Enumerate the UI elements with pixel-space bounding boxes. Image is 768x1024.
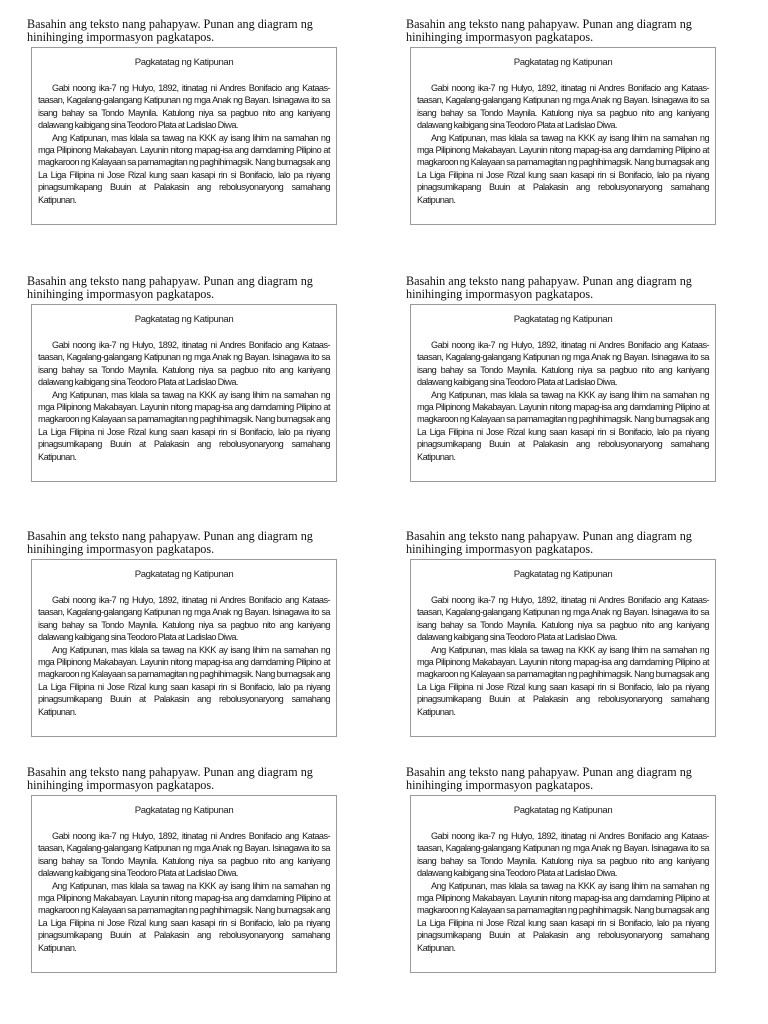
reading-title: Pagkatatag ng Katipunan [134,569,234,580]
instruction-text: Basahin ang teksto nang pahapyaw. Punan ang diagram ng hinihinging impormasyon pagkatapos. [27,17,313,44]
reading-box [410,559,716,737]
reading-paragraph-2: Ang Katipunan, mas kilala sa tawag na KKK ay isang lihim na samahan ng mga Pilipinong Makabayan. Layunin nitong mapag-isa ang damdaming Pilipino at magkaroon ng Kalayaan sa pamamagitan ng paghihimagsik. Nang bumagsak ang La Liga Filipina ni Jose Rizal kung saan kasapi rin si Bonifacio, lalo pa niyang pinagsumikapang Buuin at Palakasin ang rebolusyonaryong samahang Katipunan. [417,644,709,717]
reading-paragraph-1: Gabi noong ika-7 ng Hulyo, 1892, itinatag ni Andres Bonifacio ang Kataas-taasan, Kagalang-galangang Katipunan ng mga Anak ng Bayan. Isinagawa ito sa isang bahay sa Tondo Maynila. Katulong niya sa pagbuo nito ang kaniyang dalawang kaibigang sina Teodoro Plata at Ladislao Diwa. [38,83,330,131]
reading-paragraph-1: Gabi noong ika-7 ng Hulyo, 1892, itinatag ni Andres Bonifacio ang Kataas-taasan, Kagalang-galangang Katipunan ng mga Anak ng Bayan. Isinagawa ito sa isang bahay sa Tondo Maynila. Katulong niya sa pagbuo nito ang kaniyang dalawang kaibigang sina Teodoro Plata at Ladislao Diwa. [417,595,709,643]
instruction-text: Basahin ang teksto nang pahapyaw. Punan ang diagram ng hinihinging impormasyon pagkatapos. [27,274,313,301]
worksheet-card [27,530,345,737]
reading-paragraph-1: Gabi noong ika-7 ng Hulyo, 1892, itinatag ni Andres Bonifacio ang Kataas-taasan, Kagalang-galangang Katipunan ng mga Anak ng Bayan. Isinagawa ito sa isang bahay sa Tondo Maynila. Katulong niya sa pagbuo nito ang kaniyang dalawang kaibigang sina Teodoro Plata at Ladislao Diwa. [38,831,330,879]
reading-box [410,304,716,482]
reading-paragraph-2: Ang Katipunan, mas kilala sa tawag na KKK ay isang lihim na samahan ng mga Pilipinong Makabayan. Layunin nitong mapag-isa ang damdaming Pilipino at magkaroon ng Kalayaan sa pamamagitan ng paghihimagsik. Nang bumagsak ang La Liga Filipina ni Jose Rizal kung saan kasapi rin si Bonifacio, lalo pa niyang pinagsumikapang Buuin at Palakasin ang rebolusyonaryong samahang Katipunan. [38,880,330,953]
worksheet-card [406,530,724,737]
reading-box [31,559,337,737]
instruction-text: Basahin ang teksto nang pahapyaw. Punan ang diagram ng hinihinging impormasyon pagkatapos. [27,529,313,556]
reading-box [31,795,337,973]
worksheet-card [406,275,724,482]
reading-paragraph-2: Ang Katipunan, mas kilala sa tawag na KKK ay isang lihim na samahan ng mga Pilipinong Makabayan. Layunin nitong mapag-isa ang damdaming Pilipino at magkaroon ng Kalayaan sa pamamagitan ng paghihimagsik. Nang bumagsak ang La Liga Filipina ni Jose Rizal kung saan kasapi rin si Bonifacio, lalo pa niyang pinagsumikapang Buuin at Palakasin ang rebolusyonaryong samahang Katipunan. [38,644,330,717]
worksheet-card [27,275,345,482]
reading-paragraph-1: Gabi noong ika-7 ng Hulyo, 1892, itinatag ni Andres Bonifacio ang Kataas-taasan, Kagalang-galangang Katipunan ng mga Anak ng Bayan. Isinagawa ito sa isang bahay sa Tondo Maynila. Katulong niya sa pagbuo nito ang kaniyang dalawang kaibigang sina Teodoro Plata at Ladislao Diwa. [417,831,709,879]
reading-paragraph-1: Gabi noong ika-7 ng Hulyo, 1892, itinatag ni Andres Bonifacio ang Kataas-taasan, Kagalang-galangang Katipunan ng mga Anak ng Bayan. Isinagawa ito sa isang bahay sa Tondo Maynila. Katulong niya sa pagbuo nito ang kaniyang dalawang kaibigang sina Teodoro Plata at Ladislao Diwa. [417,340,709,388]
reading-paragraph-1: Gabi noong ika-7 ng Hulyo, 1892, itinatag ni Andres Bonifacio ang Kataas-taasan, Kagalang-galangang Katipunan ng mga Anak ng Bayan. Isinagawa ito sa isang bahay sa Tondo Maynila. Katulong niya sa pagbuo nito ang kaniyang dalawang kaibigang sina Teodoro Plata at Ladislao Diwa. [417,83,709,131]
reading-title: Pagkatatag ng Katipunan [513,57,613,68]
instruction-text: Basahin ang teksto nang pahapyaw. Punan ang diagram ng hinihinging impormasyon pagkatapos. [27,765,313,792]
reading-paragraph-2: Ang Katipunan, mas kilala sa tawag na KKK ay isang lihim na samahan ng mga Pilipinong Makabayan. Layunin nitong mapag-isa ang damdaming Pilipino at magkaroon ng Kalayaan sa pamamagitan ng paghihimagsik. Nang bumagsak ang La Liga Filipina ni Jose Rizal kung saan kasapi rin si Bonifacio, lalo pa niyang pinagsumikapang Buuin at Palakasin ang rebolusyonaryong samahang Katipunan. [38,389,330,462]
reading-title: Pagkatatag ng Katipunan [134,805,234,816]
reading-title: Pagkatatag ng Katipunan [513,314,613,325]
reading-box [410,795,716,973]
worksheet-card [27,18,345,225]
reading-title: Pagkatatag ng Katipunan [513,569,613,580]
instruction-text: Basahin ang teksto nang pahapyaw. Punan ang diagram ng hinihinging impormasyon pagkatapos. [406,765,692,792]
reading-paragraph-1: Gabi noong ika-7 ng Hulyo, 1892, itinatag ni Andres Bonifacio ang Kataas-taasan, Kagalang-galangang Katipunan ng mga Anak ng Bayan. Isinagawa ito sa isang bahay sa Tondo Maynila. Katulong niya sa pagbuo nito ang kaniyang dalawang kaibigang sina Teodoro Plata at Ladislao Diwa. [38,595,330,643]
worksheet-card [27,766,345,973]
reading-paragraph-1: Gabi noong ika-7 ng Hulyo, 1892, itinatag ni Andres Bonifacio ang Kataas-taasan, Kagalang-galangang Katipunan ng mga Anak ng Bayan. Isinagawa ito sa isang bahay sa Tondo Maynila. Katulong niya sa pagbuo nito ang kaniyang dalawang kaibigang sina Teodoro Plata at Ladislao Diwa. [38,340,330,388]
reading-paragraph-2: Ang Katipunan, mas kilala sa tawag na KKK ay isang lihim na samahan ng mga Pilipinong Makabayan. Layunin nitong mapag-isa ang damdaming Pilipino at magkaroon ng Kalayaan sa pamamagitan ng paghihimagsik. Nang bumagsak ang La Liga Filipina ni Jose Rizal kung saan kasapi rin si Bonifacio, lalo pa niyang pinagsumikapang Buuin at Palakasin ang rebolusyonaryong samahang Katipunan. [417,132,709,205]
reading-box [31,304,337,482]
instruction-text: Basahin ang teksto nang pahapyaw. Punan ang diagram ng hinihinging impormasyon pagkatapos. [406,529,692,556]
worksheet-card [406,766,724,973]
reading-box [410,47,716,225]
reading-box [31,47,337,225]
reading-title: Pagkatatag ng Katipunan [134,314,234,325]
reading-title: Pagkatatag ng Katipunan [134,57,234,68]
instruction-text: Basahin ang teksto nang pahapyaw. Punan ang diagram ng hinihinging impormasyon pagkatapos. [406,17,692,44]
reading-paragraph-2: Ang Katipunan, mas kilala sa tawag na KKK ay isang lihim na samahan ng mga Pilipinong Makabayan. Layunin nitong mapag-isa ang damdaming Pilipino at magkaroon ng Kalayaan sa pamamagitan ng paghihimagsik. Nang bumagsak ang La Liga Filipina ni Jose Rizal kung saan kasapi rin si Bonifacio, lalo pa niyang pinagsumikapang Buuin at Palakasin ang rebolusyonaryong samahang Katipunan. [38,132,330,205]
worksheet-card [406,18,724,225]
reading-paragraph-2: Ang Katipunan, mas kilala sa tawag na KKK ay isang lihim na samahan ng mga Pilipinong Makabayan. Layunin nitong mapag-isa ang damdaming Pilipino at magkaroon ng Kalayaan sa pamamagitan ng paghihimagsik. Nang bumagsak ang La Liga Filipina ni Jose Rizal kung saan kasapi rin si Bonifacio, lalo pa niyang pinagsumikapang Buuin at Palakasin ang rebolusyonaryong samahang Katipunan. [417,389,709,462]
instruction-text: Basahin ang teksto nang pahapyaw. Punan ang diagram ng hinihinging impormasyon pagkatapos. [406,274,692,301]
reading-title: Pagkatatag ng Katipunan [513,805,613,816]
reading-paragraph-2: Ang Katipunan, mas kilala sa tawag na KKK ay isang lihim na samahan ng mga Pilipinong Makabayan. Layunin nitong mapag-isa ang damdaming Pilipino at magkaroon ng Kalayaan sa pamamagitan ng paghihimagsik. Nang bumagsak ang La Liga Filipina ni Jose Rizal kung saan kasapi rin si Bonifacio, lalo pa niyang pinagsumikapang Buuin at Palakasin ang rebolusyonaryong samahang Katipunan. [417,880,709,953]
